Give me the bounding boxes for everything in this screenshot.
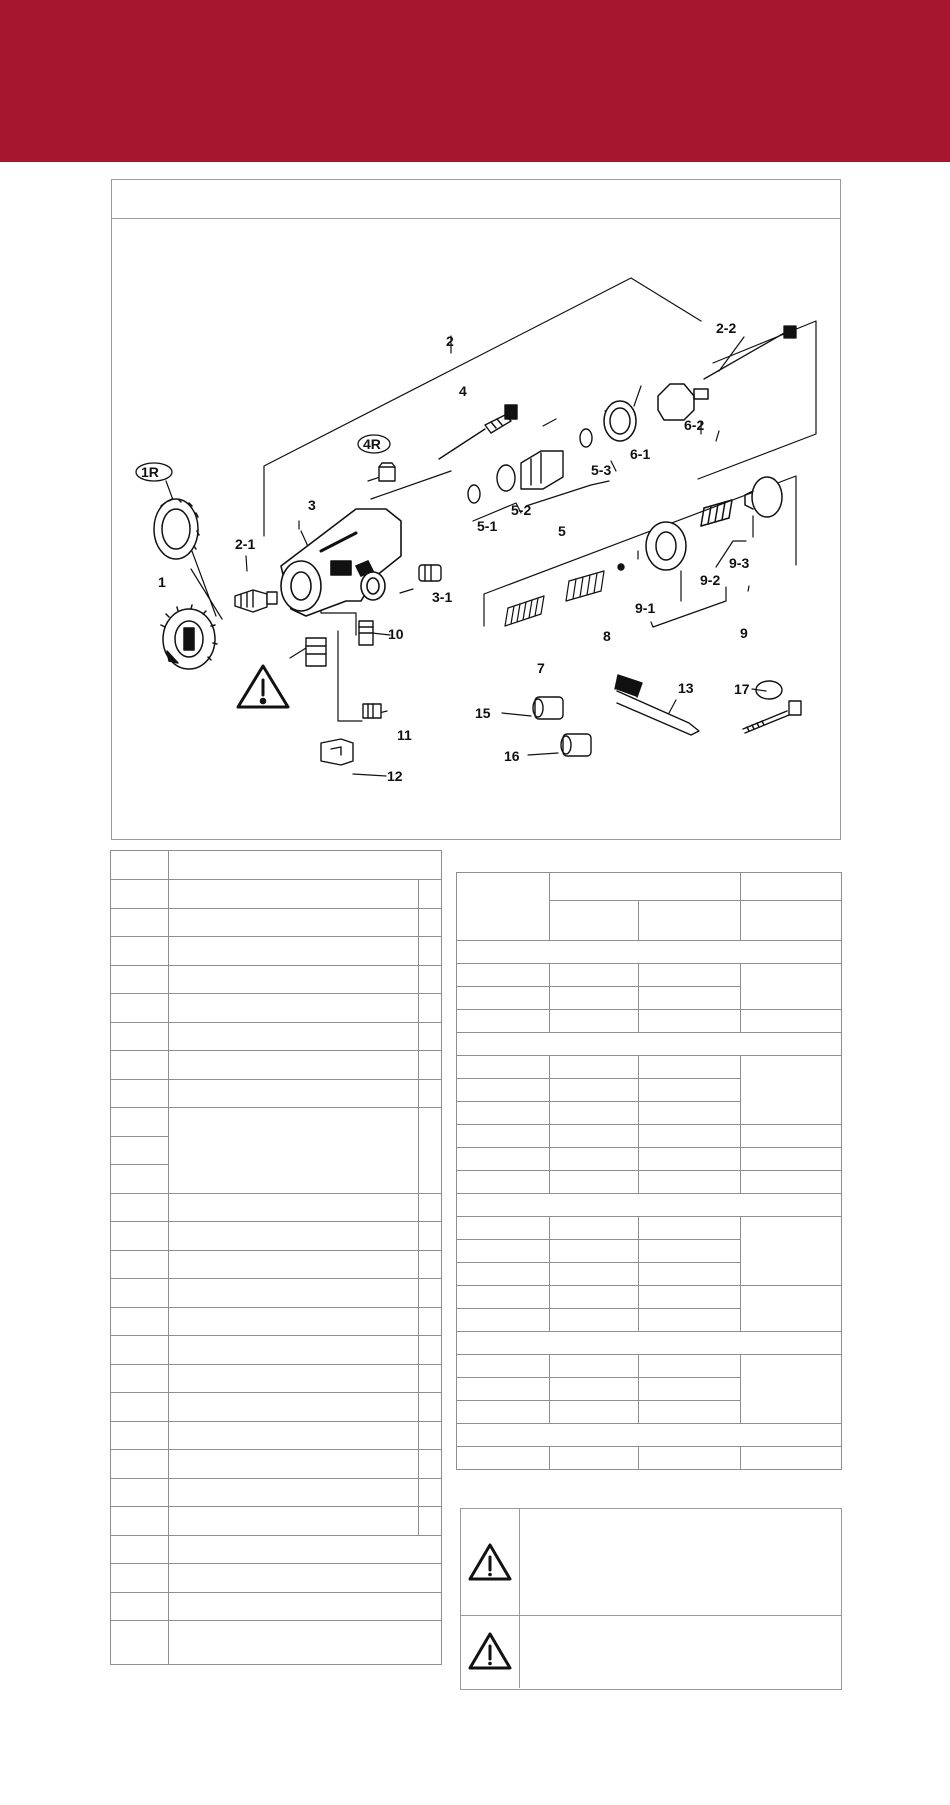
table-row [111,1393,442,1422]
callout-5: 5 [558,523,566,539]
table-row [111,1421,442,1450]
part-3-1-fitting [419,565,441,581]
table-row [111,1222,442,1251]
callout-6-1: 6-1 [630,446,651,462]
callout-4r: 4R [363,436,381,452]
part-4-needle-assembly [439,405,517,459]
table-row [111,1336,442,1365]
warnings-panel [460,1508,842,1690]
table-row [111,1193,442,1222]
table-row [111,1564,442,1593]
warning-row [461,1509,841,1616]
part-12-hook [321,739,353,765]
spec-section-row [457,1194,842,1217]
spec-section-row [457,941,842,964]
callout-3: 3 [308,497,316,513]
callout-9: 9 [740,625,748,641]
callout-9-1: 9-1 [635,600,656,616]
spec-section-row [457,1424,842,1447]
table-row [111,1051,442,1080]
table-row [457,1217,842,1240]
part-9-adjust-knob [646,477,782,570]
table-row [457,1447,842,1470]
callout-15: 15 [475,705,491,721]
spec-section-row [457,1332,842,1355]
table-row [111,1364,442,1393]
part-air-nipple [306,638,326,666]
part-5-valve [468,429,592,503]
warning-text [519,1509,841,1615]
callout-6-2: 6-2 [684,417,705,433]
table-row [111,937,442,966]
spec-section-row [457,1033,842,1056]
part-2-1-nozzle [235,590,277,612]
callout-1r: 1R [141,464,159,480]
callout-16: 16 [504,748,520,764]
part-1r-air-cap [154,499,199,559]
table-row [111,1621,442,1665]
spec-table [456,872,842,1470]
parts-diagram-panel [111,179,841,840]
callout-17: 17 [734,681,750,697]
callout-5-2: 5-2 [511,502,532,518]
part-11-fitting [363,704,381,718]
warning-icon-cell [461,1616,520,1688]
part-15-adapter [533,697,563,719]
callout-4: 4 [459,383,467,399]
table-row [457,964,842,987]
part-4r-plug [379,463,395,481]
part-10-fitting [359,621,373,645]
table-row [111,994,442,1023]
table-row [111,1250,442,1279]
warning-icon-cell [461,1509,520,1615]
callout-9-2: 9-2 [700,572,721,588]
part-1-air-cap [161,605,217,669]
warning-triangle-icon [461,1509,519,1616]
part-16-adapter [561,734,591,756]
table-row [457,1056,842,1079]
callout-2: 2 [446,333,454,349]
part-7-spring [505,596,544,626]
table-header-row [111,851,442,880]
warning-row [461,1616,841,1688]
callout-12: 12 [387,768,403,784]
table-row [111,880,442,909]
callout-5-3: 5-3 [591,462,612,478]
table-row [111,965,442,994]
callout-13: 13 [678,680,694,696]
part-9-1-ball [618,564,624,570]
callout-3-1: 3-1 [432,589,453,605]
callout-2-2: 2-2 [716,320,737,336]
table-row [111,1535,442,1564]
callout-5-1: 5-1 [477,518,498,534]
table-row [111,908,442,937]
spec-header-row [457,873,842,901]
table-row [111,1108,442,1137]
table-row [111,1022,442,1051]
table-row [111,1507,442,1536]
table-row [111,1279,442,1308]
table-row [111,1450,442,1479]
table-row [111,1307,442,1336]
parts-list-table [110,850,442,1665]
table-row [111,1478,442,1507]
exploded-view-diagram [112,180,840,839]
table-row [457,1125,842,1148]
warning-triangle-icon [238,666,288,707]
table-row [457,1355,842,1378]
warning-text [519,1616,841,1688]
table-row [457,1286,842,1309]
callout-1: 1 [158,574,166,590]
callout-9-3: 9-3 [729,555,750,571]
table-row [111,1079,442,1108]
callout-2-1: 2-1 [235,536,256,552]
table-row [457,1148,842,1171]
header-banner [0,0,950,162]
callout-10: 10 [388,626,404,642]
table-row [457,1010,842,1033]
table-row [457,1171,842,1194]
warning-triangle-icon [461,1616,519,1688]
part-8-spring [566,571,604,601]
callout-11: 11 [397,727,412,743]
callout-7: 7 [537,660,545,676]
callout-8: 8 [603,628,611,644]
table-row [111,1592,442,1621]
